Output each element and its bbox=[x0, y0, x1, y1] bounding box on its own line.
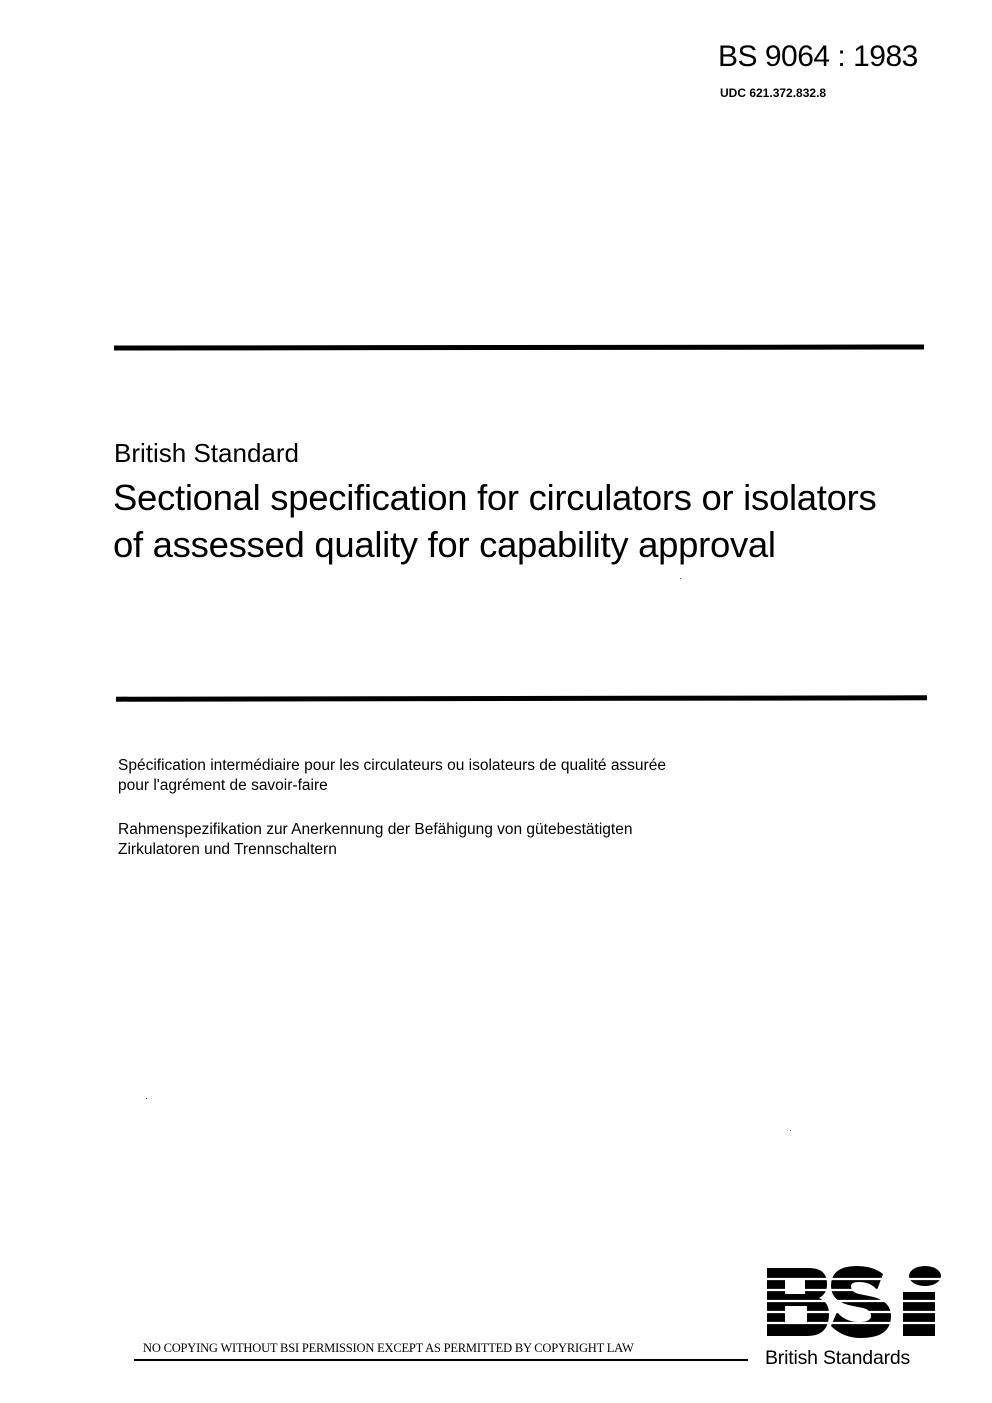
document-kicker: British Standard bbox=[114, 438, 299, 468]
standard-number: BS 9064 : 1983 bbox=[718, 40, 918, 73]
french-title-line-2: pour l'agrément de savoir-faire bbox=[118, 777, 328, 794]
bottom-rule bbox=[116, 695, 927, 701]
german-title-line-2: Zirkulatoren und Trennschaltern bbox=[118, 841, 337, 858]
scan-speck bbox=[146, 1098, 147, 1099]
german-title-line-1: Rahmenspezifikation zur Anerkennung der Befähigung von gütebestätigten bbox=[118, 821, 633, 838]
bsi-logo-mark bbox=[765, 1264, 945, 1344]
french-title-line-1: Spécification intermédiaire pour les circulateurs ou isolateurs de qualité assurée bbox=[118, 757, 666, 774]
french-title bbox=[118, 756, 818, 796]
german-title bbox=[118, 820, 818, 860]
document-title bbox=[113, 474, 953, 568]
title-line-1: Sectional specification for circulators or isolators bbox=[113, 477, 877, 518]
title-line-2: of assessed quality for capability approval bbox=[113, 524, 776, 565]
scan-speck bbox=[680, 578, 681, 579]
bsi-logo-label: British Standards bbox=[765, 1347, 911, 1369]
udc-code: UDC 621.372.832.8 bbox=[720, 86, 827, 100]
copyright-notice: NO COPYING WITHOUT BSI PERMISSION EXCEPT AS PERMITTED BY COPYRIGHT LAW bbox=[143, 1341, 634, 1355]
copyright-rule bbox=[134, 1359, 748, 1361]
scan-speck bbox=[790, 1130, 791, 1131]
top-rule bbox=[114, 345, 924, 351]
